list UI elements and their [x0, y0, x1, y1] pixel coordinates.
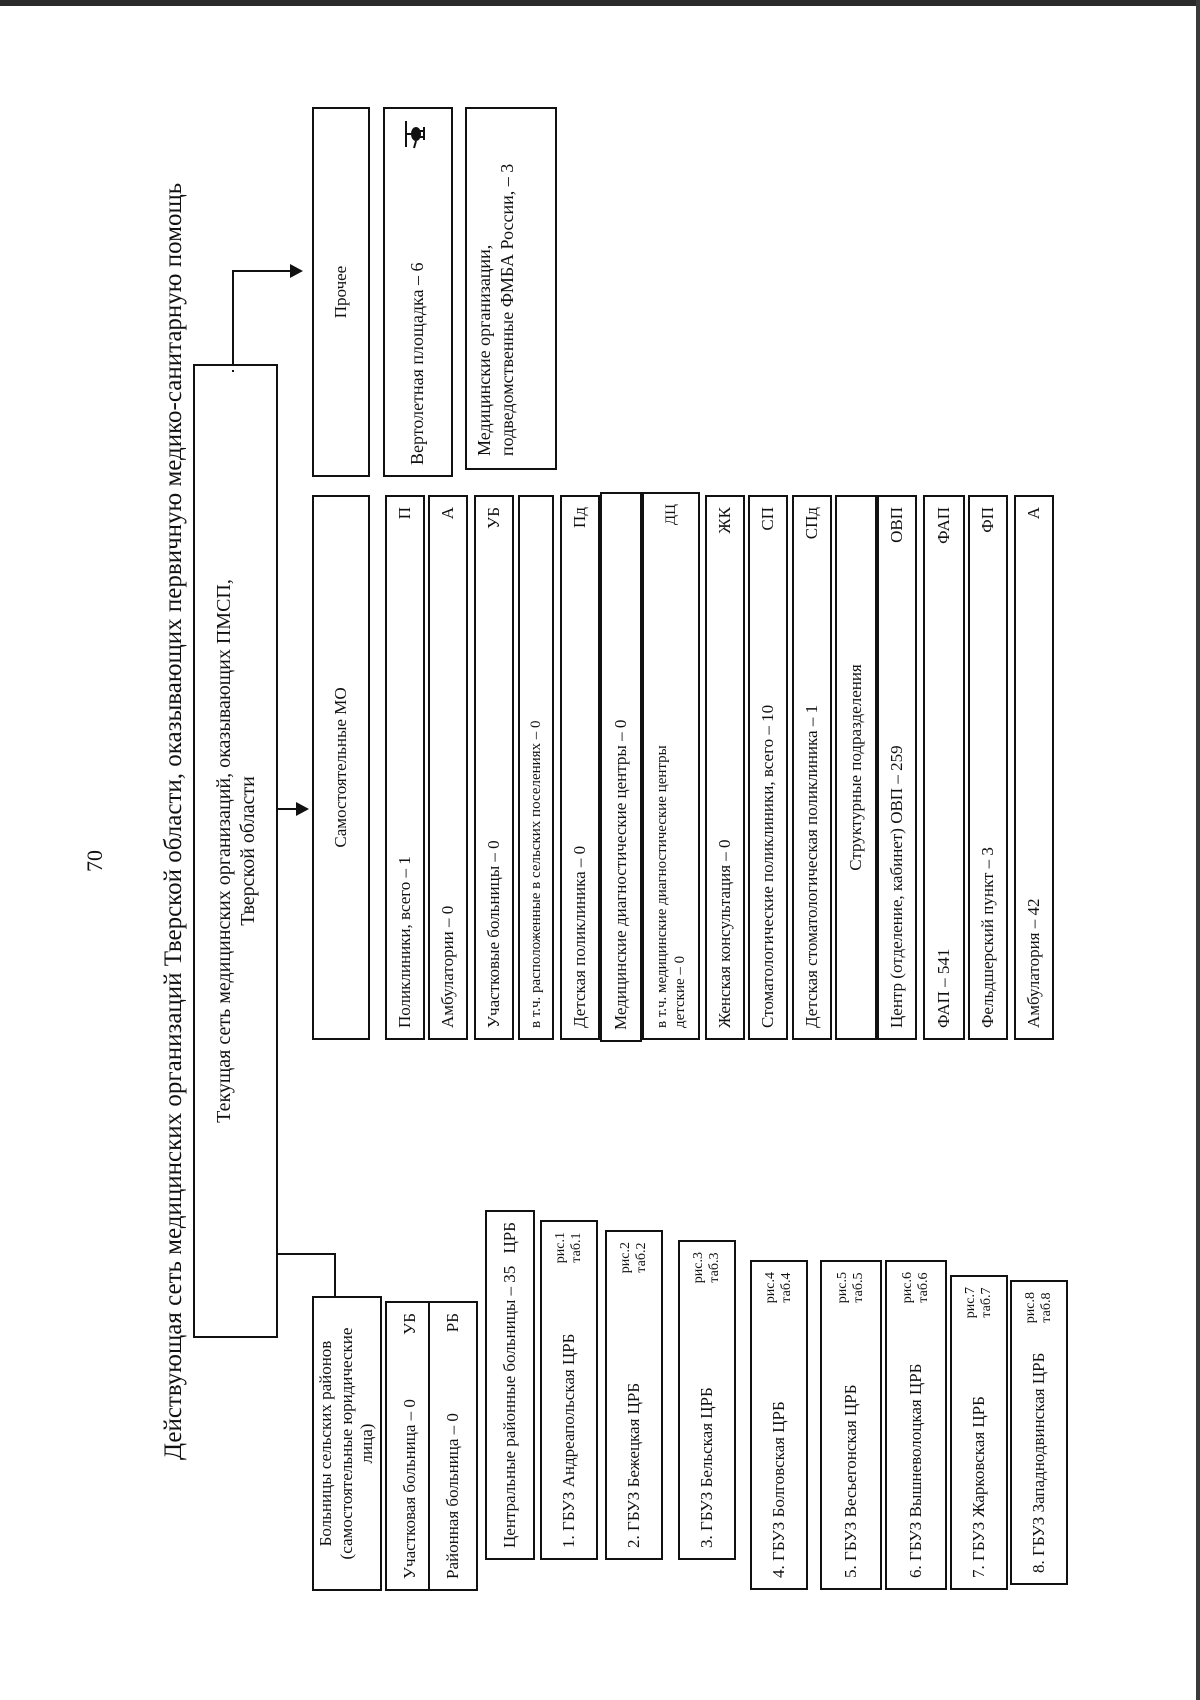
middle-item-label: Медицинские диагностические центры – 0 [610, 719, 630, 1030]
crb-item-refs: рис.8 таб.8 [1022, 1292, 1054, 1324]
connector-middle-drop [278, 808, 298, 810]
middle-item-abbr: П [394, 507, 414, 520]
crb-item-label: 7. ГБУЗ Жарковская ЦРБ [968, 1396, 988, 1578]
structural-units-title: Структурные подразделения [845, 664, 865, 871]
crb-item-label: 1. ГБУЗ Андреапольская ЦРБ [558, 1333, 578, 1548]
independent-mo-title: Самостоятельные МО [330, 687, 350, 848]
arrow-to-right-column [290, 264, 303, 278]
crb-item-refs: рис.6 таб.6 [899, 1272, 931, 1304]
arrow-to-middle-column [296, 802, 309, 816]
connector-right-vertical [232, 370, 234, 372]
middle-item [474, 495, 514, 1040]
middle-item [600, 492, 642, 1042]
connector-right-drop [232, 270, 292, 272]
rural-header-line1: Больницы сельских районов [316, 1340, 336, 1547]
structural-item-abbr: ФП [977, 507, 997, 533]
helicopter-icon [402, 119, 434, 159]
middle-item-abbr: Пд [569, 507, 589, 528]
structural-item-label: ФАП – 541 [933, 948, 953, 1028]
middle-item [385, 495, 425, 1040]
crb-item [885, 1260, 947, 1590]
crb-item-label: 4. ГБУЗ Болговская ЦРБ [768, 1401, 788, 1578]
crb-item [605, 1230, 663, 1560]
helipad-box [383, 107, 453, 477]
crb-item-label: 6. ГБУЗ Вышневолоцкая ЦРБ [905, 1363, 925, 1578]
other-header [312, 107, 370, 477]
middle-item [428, 495, 468, 1040]
middle-item-label: Стоматологические поликлиники, всего – 10 [757, 704, 777, 1028]
crb-item [950, 1275, 1008, 1590]
middle-item-abbr: СП [757, 507, 777, 531]
middle-item-label: Поликлиники, всего – 1 [394, 856, 414, 1028]
crb-item-refs: рис.7 таб.7 [962, 1287, 994, 1319]
rural-header-line2: (самостоятельные юридические лица) [336, 1327, 377, 1560]
crb-item-refs: рис.1 таб.1 [552, 1232, 584, 1264]
fmba-box [465, 107, 557, 470]
crb-item-refs: рис.4 таб.4 [762, 1272, 794, 1304]
left-item-regional-hospital [428, 1301, 478, 1591]
fmba-label: Медицинские организации, подведомственные ФМБА России, – 3 [474, 163, 518, 456]
structural-item-abbr: А [1023, 507, 1043, 520]
structural-item [877, 495, 917, 1040]
left-item-central-hospitals [485, 1210, 535, 1560]
crb-item [540, 1220, 598, 1560]
left-item-label: Центральные районные больницы – 35 [499, 1265, 519, 1548]
crb-item-label: 8. ГБУЗ Западнодвинская ЦРБ [1028, 1352, 1048, 1573]
left-item-abbr: УБ [399, 1313, 419, 1335]
middle-item-abbr: ДЦ [663, 504, 679, 526]
independent-mo-header [312, 495, 370, 1040]
middle-item-abbr: УБ [483, 507, 503, 529]
main-network-box [193, 364, 278, 1338]
middle-item-label: в т.ч. медицинские диагностические центры детские – 0 [654, 745, 688, 1028]
structural-item-label: Амбулатория – 42 [1023, 898, 1043, 1028]
structural-item-label: Фельдшерский пункт – 3 [977, 847, 997, 1028]
structural-item-abbr: ОВП [886, 507, 906, 543]
structural-item-abbr: ФАП [933, 507, 953, 544]
main-box-line1: Текущая сеть медицинских организаций, оказывающих ПМСП, [212, 579, 235, 1123]
crb-item-refs: рис.5 таб.5 [834, 1272, 866, 1304]
crb-item-label: 2. ГБУЗ Бежецкая ЦРБ [623, 1382, 643, 1548]
page-title: Действующая сеть медицинских организаций Тверской области, оказывающих первичную медико-санитарную помощь [160, 182, 187, 1460]
crb-item [678, 1240, 736, 1560]
middle-item-abbr: ЖК [714, 507, 734, 534]
left-item-label: Участковая больница – 0 [399, 1399, 419, 1579]
rural-hospitals-header [312, 1296, 382, 1591]
crb-item [820, 1260, 882, 1590]
middle-item-label: Амбулатории – 0 [437, 905, 457, 1028]
middle-item-label: в т.ч. расположенные в сельских поселениях – 0 [528, 720, 544, 1028]
middle-item [792, 495, 832, 1040]
middle-item-label: Участковые больницы – 0 [483, 840, 503, 1028]
crb-item-refs: рис.3 таб.3 [690, 1252, 722, 1284]
middle-item-label: Детская стоматологическая поликлиника – 1 [801, 704, 821, 1028]
crb-item [1010, 1280, 1068, 1585]
middle-item-abbr: А [437, 507, 457, 520]
middle-item-label: Женская консультация – 0 [714, 839, 734, 1028]
structural-units-header [835, 495, 877, 1040]
structural-item-label: Центр (отделение, кабинет) ОВП – 259 [886, 745, 906, 1028]
middle-item [518, 495, 554, 1040]
structural-item [968, 495, 1008, 1040]
left-item-abbr: РБ [442, 1313, 462, 1333]
other-title: Прочее [330, 265, 350, 319]
helipad-label: Вертолетная площадка – 6 [407, 262, 428, 465]
middle-item [560, 495, 600, 1040]
left-item-label: Районная больница – 0 [442, 1413, 462, 1579]
middle-item [642, 492, 700, 1040]
crb-item-refs: рис.2 таб.2 [617, 1242, 649, 1274]
middle-item [705, 495, 745, 1040]
middle-item-label: Детская поликлиника – 0 [569, 845, 589, 1028]
crb-item [750, 1260, 808, 1590]
page-number: 70 [82, 850, 107, 872]
main-box-line2: Тверской области [236, 776, 259, 926]
connector-left-vertical [278, 1253, 336, 1255]
left-item-abbr: ЦРБ [499, 1222, 519, 1254]
connector-right-horizontal [232, 272, 234, 364]
crb-item-label: 3. ГБУЗ Бельская ЦРБ [696, 1387, 716, 1548]
middle-item [748, 495, 788, 1040]
structural-item [1014, 495, 1054, 1040]
crb-item-label: 5. ГБУЗ Весьегонская ЦРБ [840, 1384, 860, 1578]
structural-item [923, 495, 965, 1040]
middle-item-abbr: СПд [801, 507, 821, 540]
